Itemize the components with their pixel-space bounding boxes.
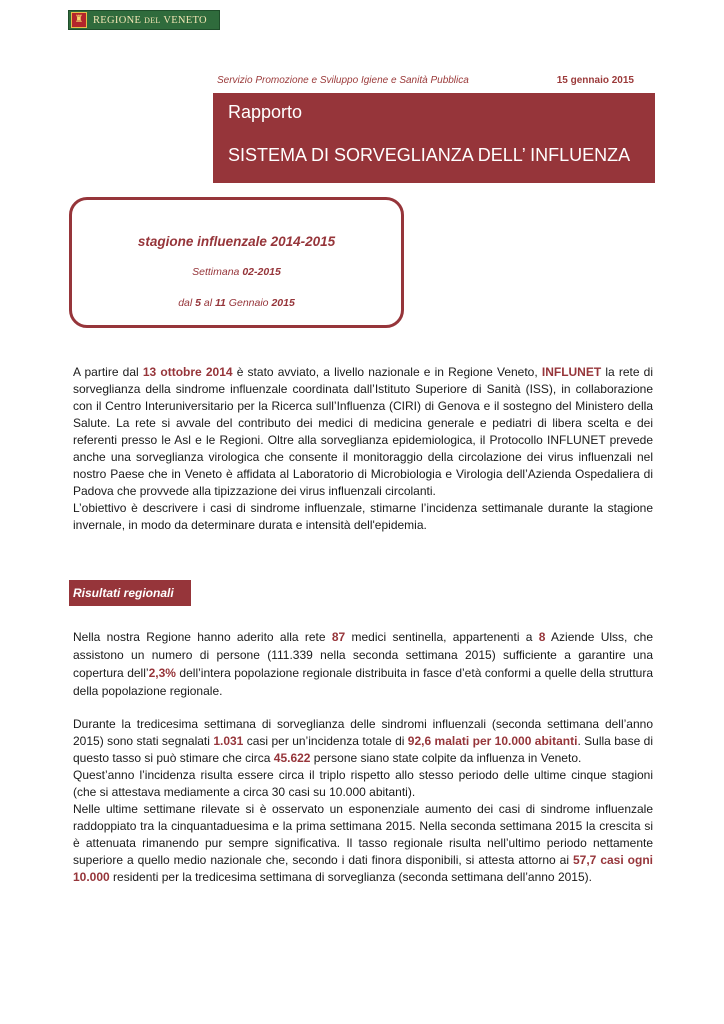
regione-veneto-logo <box>68 10 220 30</box>
service-name: Servizio Promozione e Sviluppo Igiene e Sanità Pubblica <box>217 75 469 86</box>
banner-subtitle: Rapporto <box>228 102 303 122</box>
results-paragraph-1: Nella nostra Regione hanno aderito alla rete 87 medici sentinella, appartenenti a 8 Aziende Ulss, che assistono un numero di persone (111.339 nella seconda settimana 2015) sufficiente a garantire una copertura dell’2,3% dell’intera popolazione regionale distribuita in fasce d’età conformi a quelle della struttura della popolazione regionale. <box>73 630 654 698</box>
intro-paragraph: A partire dal 13 ottobre 2014 è stato avviato, a livello nazionale e in Regione Veneto, INFLUNET la rete di sorveglianza della sindrome influenzale coordinata dall’Istituto Superiore di Sanità (ISS), in collaborazione con il Centro Interuniversitario per la Ricerca sull’Influenza (CIRI) di Genova e il sostegno del Ministero della Salute. La rete si avvale del contributo dei medici di medicina generale e pediatri di libera scelta e dei referenti presso le Asl e le Regioni. Oltre alla sorveglianza epidemiologica, il Protocollo INFLUNET prevede anche una sorveglianza virologica che consente il monitoraggio della circolazione dei virus influenzali nel nostro Paese che in Veneto è affidata al Laboratorio di Microbiologia e Virologia dell’Azienda Ospedaliera di Padova che provvede alla tipizzazione dei virus influenzali circolanti. L’obiettivo è descrivere i casi di sindrome influenzale, stimarne l’incidenza settimanale durante la stagione invernale, in modo da determinare durata e intensità dell'epidemia. <box>73 365 654 532</box>
results-paragraph-2: Durante la tredicesima settimana di sorveglianza delle sindromi influenzali (seconda settimana dell’anno 2015) sono stati segnalati 1.031 casi per un’incidenza totale di 92,6 malati per 10.000 abitanti. Sulla base di questo tasso si può stimare che circa 45.622 persone siano state colpite da influenza in Veneto. Quest’anno l’incidenza risulta essere circa il triplo rispetto allo stesso periodo delle ultime cinque stagioni (che si attestava mediamente a circa 30 casi su 10.000 abitanti). Nelle ultime settimane rilevate si è osservato un esponenziale aumento dei casi di sindrome influenzale raddoppiato tra la cinquantaduesima e la prima settimana 2015. Nella seconda settimana 2015 la crescita si è attenuata rimanendo pur sempre significativa. Il tasso regionale risulta nell’ultimo periodo nettamente superiore a quello medio nazionale che, secondo i dati finora disponibili, si attesta attorno ai 57,7 casi ogni 10.000 residenti per la tredicesima settimana di sorveglianza (seconda settimana dell’anno 2015). <box>73 717 654 884</box>
season-box <box>69 197 404 328</box>
title-banner <box>213 93 655 183</box>
doctors-count: 87 <box>331 630 346 644</box>
coverage-percent: 2,3% <box>148 666 176 680</box>
logo-text: REGIONE DEL VENETO <box>93 14 207 26</box>
national-rate: 57,7 casi ogni 10.000 <box>73 853 653 884</box>
report-date: 15 gennaio 2015 <box>556 75 634 86</box>
season-week: Settimana 02-2015 <box>192 266 281 278</box>
ulss-count: 8 <box>538 630 546 644</box>
incidence-rate: 92,6 malati per 10.000 abitanti <box>407 734 578 748</box>
season-title: stagione influenzale 2014-2015 <box>137 234 336 249</box>
season-dates: dal 5 al 11 Gennaio 2015 <box>178 297 295 309</box>
start-date: 13 ottobre 2014 <box>142 365 233 379</box>
lion-emblem-icon: ♜ <box>71 12 87 28</box>
persons-estimate: 45.622 <box>273 751 311 765</box>
section-heading: Risultati regionali <box>69 580 191 606</box>
influnet-label: INFLUNET <box>541 365 602 379</box>
banner-title: SISTEMA DI SORVEGLIANZA DELL’ INFLUENZA <box>228 145 631 165</box>
cases-count: 1.031 <box>213 734 244 748</box>
